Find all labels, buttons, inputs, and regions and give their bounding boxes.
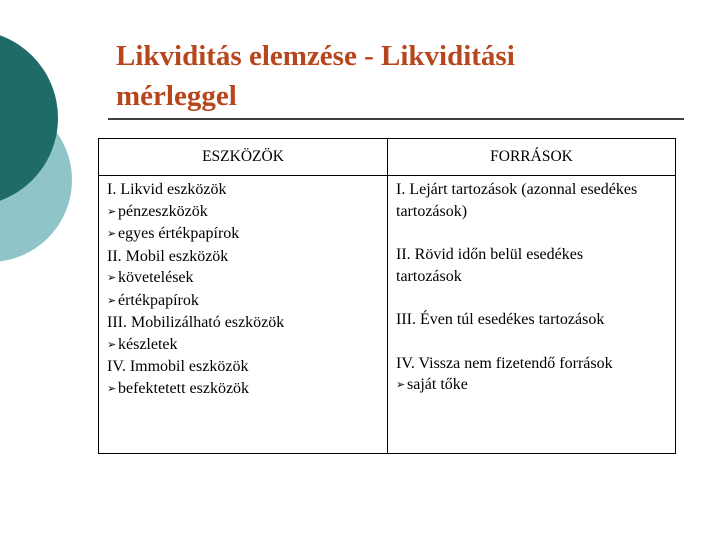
bullet-list-item	[107, 290, 379, 313]
item-text: III. Éven túl esedékes tartozások	[396, 311, 605, 328]
item-text: IV. Immobil eszközök	[107, 358, 249, 375]
list-item	[396, 309, 667, 331]
arrow-bullet-icon: ➢	[107, 228, 117, 240]
table-header-row	[99, 139, 676, 176]
spacer	[396, 331, 667, 353]
list-item	[396, 179, 667, 201]
table-body-row	[99, 176, 676, 454]
item-text: IV. Vissza nem fizetendő források	[396, 354, 613, 372]
list-item	[107, 179, 379, 201]
arrow-bullet-icon: ➢	[396, 379, 406, 391]
title-divider	[108, 118, 684, 120]
arrow-bullet-icon: ➢	[107, 205, 117, 218]
bullet-list-item	[107, 223, 379, 246]
list-item	[107, 246, 379, 268]
item-text: készletek	[118, 335, 178, 353]
assets-column	[99, 176, 388, 454]
item-text: értékpapírok	[118, 291, 199, 309]
item-text: saját tőke	[407, 376, 468, 393]
list-item	[396, 266, 667, 288]
page-title	[116, 36, 676, 116]
list-item	[107, 356, 379, 378]
item-text: egyes értékpapírok	[118, 225, 240, 242]
item-text: I. Lejárt tartozások (azonnal esedékes	[396, 181, 638, 198]
item-text: tartozások	[396, 267, 462, 285]
item-text: II. Rövid időn belül esedékes	[396, 246, 584, 263]
arrow-bullet-icon: ➢	[107, 294, 117, 307]
arrow-bullet-icon: ➢	[107, 338, 117, 351]
bullet-list-item	[107, 334, 379, 357]
item-text: követelések	[118, 269, 194, 286]
item-text: pénzeszközök	[118, 202, 208, 220]
title-line-1: Likviditás elemzése - Likviditási	[116, 40, 515, 72]
bullet-list-item	[107, 201, 379, 224]
sources-column	[388, 176, 676, 454]
list-item	[396, 244, 667, 266]
spacer	[396, 222, 667, 244]
item-text: III. Mobilizálható eszközök	[107, 314, 285, 331]
assets-header: ESZKÖZÖK	[99, 139, 388, 176]
bullet-list-item	[107, 378, 379, 401]
arrow-bullet-icon: ➢	[107, 272, 117, 284]
item-text: II. Mobil eszközök	[107, 247, 229, 265]
list-item	[396, 353, 667, 375]
list-item	[107, 312, 379, 334]
item-text: befektetett eszközök	[118, 379, 250, 397]
title-line-2: mérleggel	[116, 80, 237, 112]
sources-header: FORRÁSOK	[388, 139, 676, 176]
liquidity-balance-table	[98, 138, 676, 454]
list-item	[396, 201, 667, 223]
bullet-list-item	[107, 267, 379, 290]
item-text: I. Likvid eszközök	[107, 181, 227, 198]
item-text: tartozások)	[396, 202, 468, 220]
arrow-bullet-icon: ➢	[107, 382, 117, 395]
spacer	[396, 287, 667, 309]
bullet-list-item	[396, 374, 667, 397]
